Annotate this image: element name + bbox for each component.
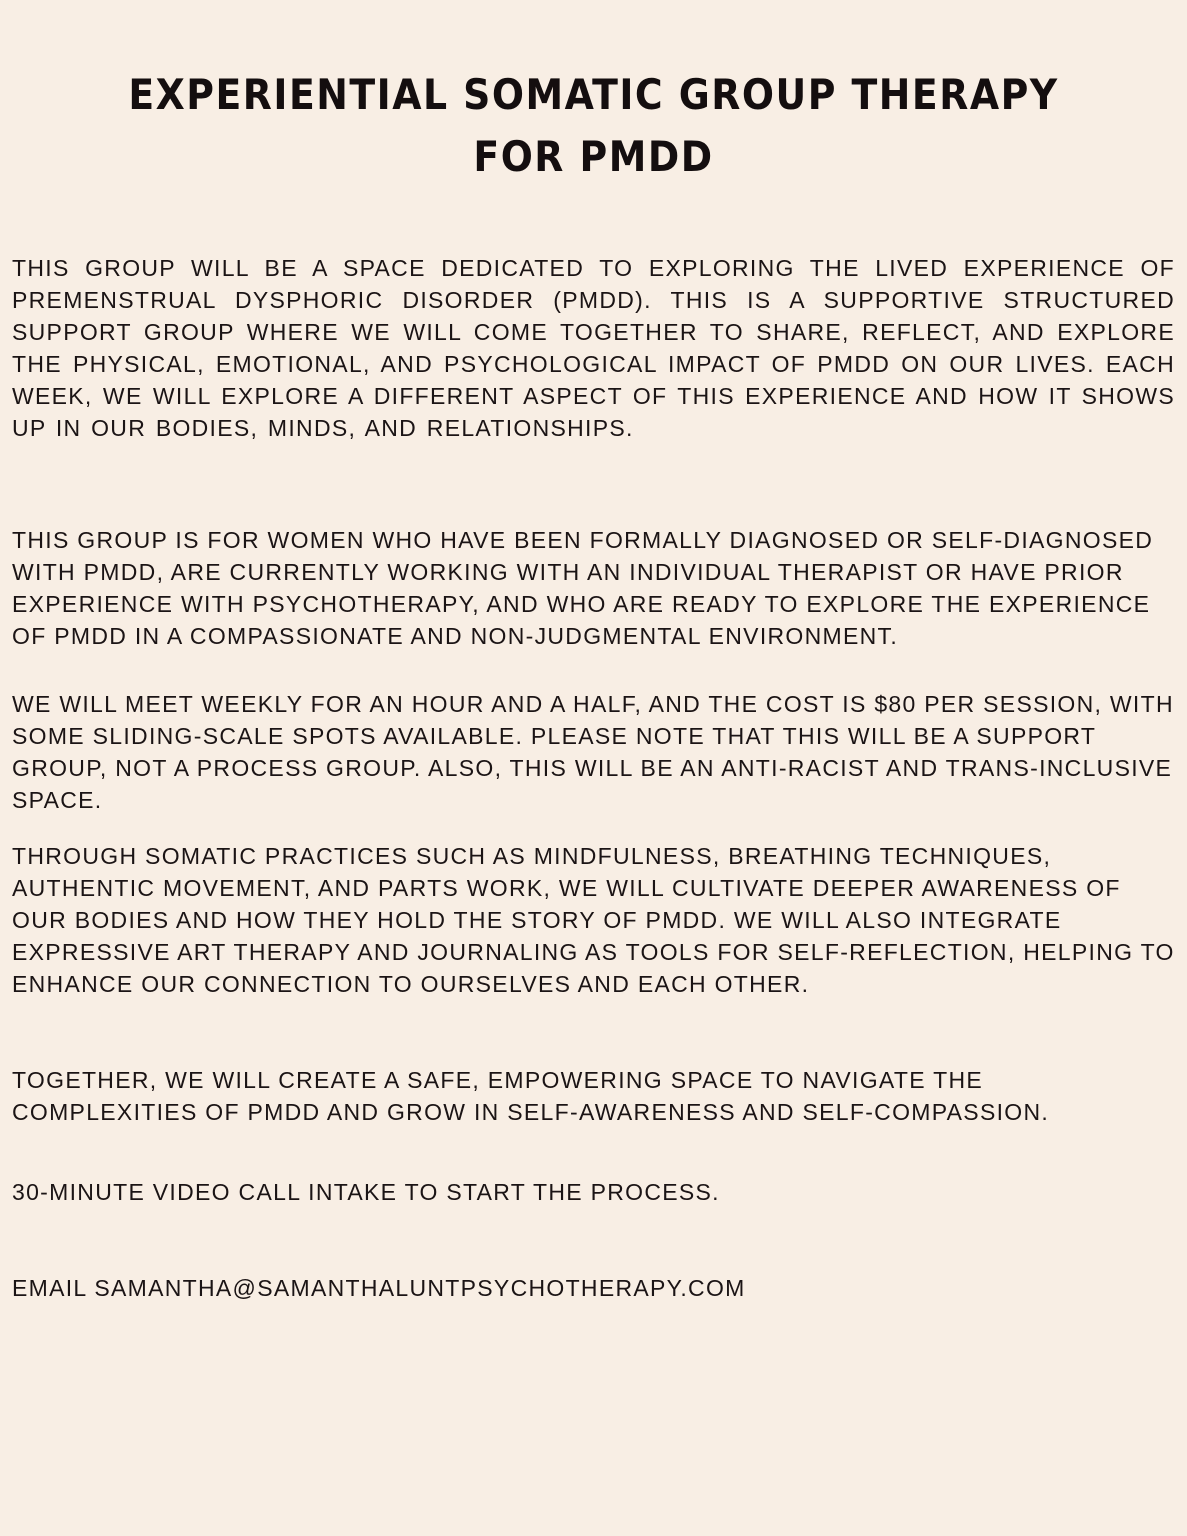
page-title-line2: FOR PMDD [473,132,714,181]
intro-paragraph: THIS GROUP WILL BE A SPACE DEDICATED TO EXPLORING THE LIVED EXPERIENCE OF PREMENSTRUAL DYSPHORIC DISORDER (PMDD). THIS IS A SUPPORTIVE STRUCTURED SUPPORT GROUP WHERE WE WILL COME TOGETHER TO SHARE, REFLECT, AND EXPLORE THE PHYSICAL, EMOTIONAL, AND PSYCHOLOGICAL IMPACT OF PMDD ON OUR LIVES. EACH WEEK, WE WILL EXPLORE A DIFFERENT ASPECT OF THIS EXPERIENCE AND HOW IT SHOWS UP IN OUR BODIES, MINDS, AND RELATIONSHIPS. [12,255,1175,441]
logistics-paragraph: WE WILL MEET WEEKLY FOR AN HOUR AND A HALF, AND THE COST IS $80 PER SESSION, WITH SOME SLIDING-SCALE SPOTS AVAILABLE. PLEASE NOTE THAT THIS WILL BE A SUPPORT GROUP, NOT A PROCESS GROUP. ALSO, THIS WILL BE AN ANTI-RACIST AND TRANS-INCLUSIVE SPACE. [12,691,1174,813]
practices-paragraph: THROUGH SOMATIC PRACTICES SUCH AS MINDFULNESS, BREATHING TECHNIQUES, AUTHENTIC MOVEMENT, AND PARTS WORK, WE WILL CULTIVATE DEEPER AWARENESS OF OUR BODIES AND HOW THEY HOLD THE STORY OF PMDD. WE WILL ALSO INTEGRATE EXPRESSIVE ART THERAPY AND JOURNALING AS TOOLS FOR SELF-REFLECTION, HELPING TO ENHANCE OUR CONNECTION TO OURSELVES AND EACH OTHER. [12,843,1175,997]
contact-email: EMAIL SAMANTHA@SAMANTHALUNTPSYCHOTHERAPY.COM [12,1275,746,1301]
audience-paragraph: THIS GROUP IS FOR WOMEN WHO HAVE BEEN FORMALLY DIAGNOSED OR SELF-DIAGNOSED WITH PMDD, ARE CURRENTLY WORKING WITH AN INDIVIDUAL THERAPIST OR HAVE PRIOR EXPERIENCE WITH PSYCHOTHERAPY, AND WHO ARE READY TO EXPLORE THE EXPERIENCE OF PMDD IN A COMPASSIONATE AND NON-JUDGMENTAL ENVIRONMENT. [12,527,1154,649]
intake-note: 30-MINUTE VIDEO CALL INTAKE TO START THE PROCESS. [12,1179,720,1205]
page-title [12,64,1175,188]
closing-paragraph: TOGETHER, WE WILL CREATE A SAFE, EMPOWERING SPACE TO NAVIGATE THE COMPLEXITIES OF PMDD AND GROW IN SELF-AWARENESS AND SELF-COMPASSION. [12,1067,1050,1125]
page-title-line1: EXPERIENTIAL SOMATIC GROUP THERAPY [128,70,1059,119]
